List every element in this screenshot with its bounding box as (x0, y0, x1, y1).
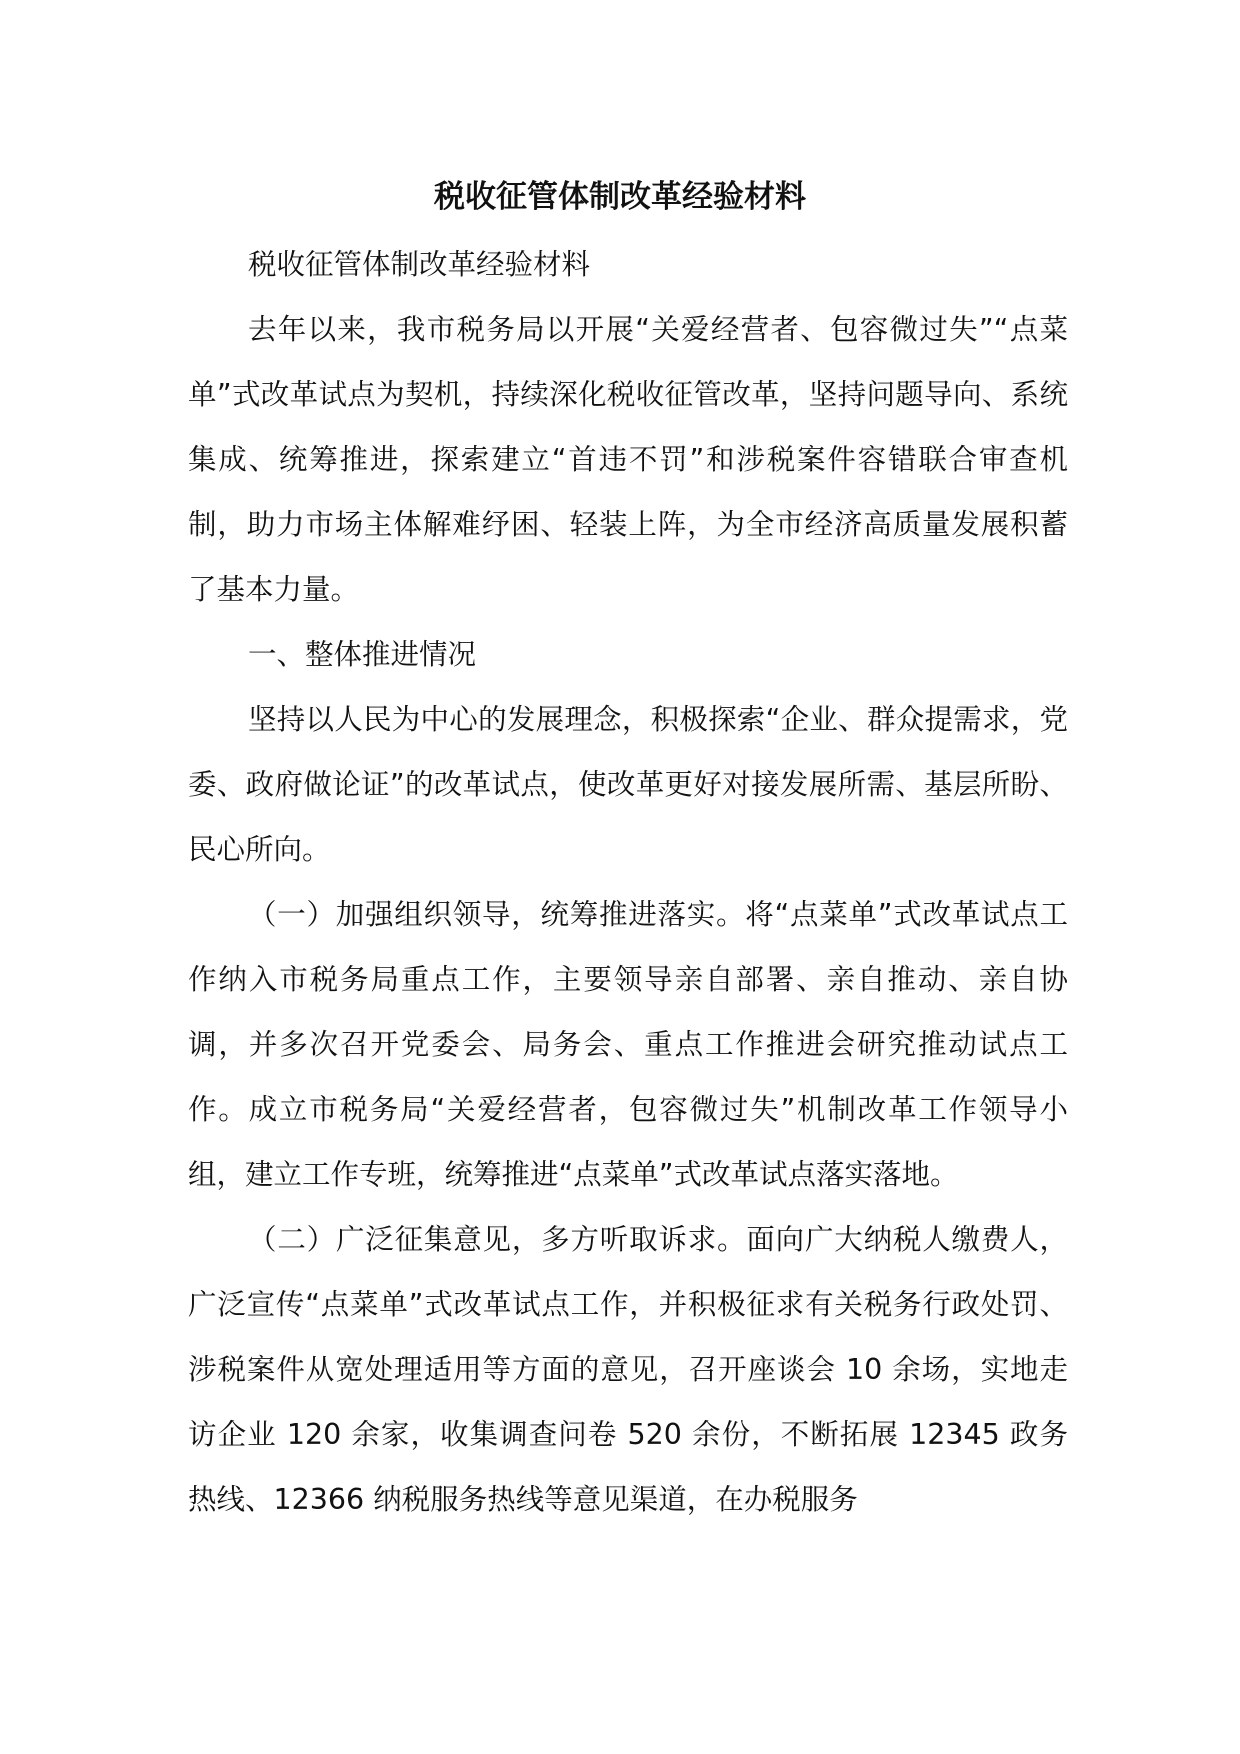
subsection-2-paragraph: （二）广泛征集意见，多方听取诉求。面向广大纳税人缴费人，广泛宣传“点菜单”式改革试点工作，并积极征求有关税务行政处罚、涉税案件从宽处理适用等方面的意见，召开座谈会 10 余场，实地走访企业 120 余家，收集调查问卷 520 余份，不断拓展 12345 政务热线、12366 纳税服务热线等意见渠道，在办税服务 (188, 1223, 1068, 1516)
document-title: 税收征管体制改革经验材料 (434, 179, 806, 215)
subsection-1-paragraph: （一）加强组织领导，统筹推进落实。将“点菜单”式改革试点工作纳入市税务局重点工作，主要领导亲自部署、亲自推动、亲自协调，并多次召开党委会、局务会、重点工作推进会研究推动试点工作。成立市税务局“关爱经营者，包容微过失”机制改革工作领导小组，建立工作专班，统筹推进“点菜单”式改革试点落实落地。 (188, 898, 1068, 1191)
section-1-paragraph: 坚持以人民为中心的发展理念，积极探索“企业、群众提需求，党委、政府做论证”的改革试点，使改革更好对接发展所需、基层所盼、民心所向。 (188, 703, 1068, 866)
subtitle-paragraph: 税收征管体制改革经验材料 (248, 248, 591, 281)
document-body (188, 232, 1068, 1532)
intro-paragraph: 去年以来，我市税务局以开展“关爱经营者、包容微过失”“点菜单”式改革试点为契机，持续深化税收征管改革，坚持问题导向、系统集成、统筹推进，探索建立“首违不罚”和涉税案件容错联合审查机制，助力市场主体解难纾困、轻装上阵，为全市经济高质量发展积蓄了基本力量。 (188, 313, 1068, 606)
section-heading-1: 一、整体推进情况 (248, 638, 477, 671)
